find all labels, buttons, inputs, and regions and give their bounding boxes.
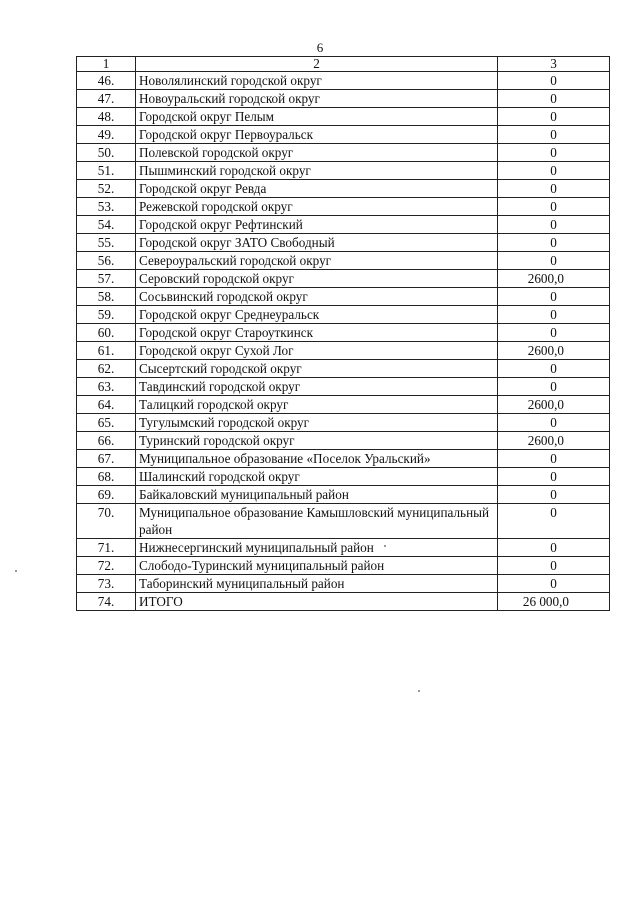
table-row <box>77 539 610 557</box>
row-number: 46. <box>77 72 136 90</box>
table-row <box>77 324 610 342</box>
row-number: 53. <box>77 198 136 216</box>
municipality-name: Таборинский муниципальный район <box>136 575 498 593</box>
table-row <box>77 342 610 360</box>
table-header-row <box>77 57 610 72</box>
municipality-name: Городской округ Пелым <box>136 108 498 126</box>
table-row <box>77 504 610 539</box>
municipality-name: Муниципальное образование «Поселок Уральский» <box>136 450 498 468</box>
row-number: 63. <box>77 378 136 396</box>
row-number: 74. <box>77 593 136 611</box>
row-number: 54. <box>77 216 136 234</box>
scan-speck <box>384 545 386 547</box>
municipality-name: Тугулымский городской округ <box>136 414 498 432</box>
municipality-name: Нижнесергинский муниципальный район <box>136 539 498 557</box>
table-row <box>77 575 610 593</box>
municipality-name: Пышминский городской округ <box>136 162 498 180</box>
amount-value: 0 <box>498 539 610 557</box>
row-number: 58. <box>77 288 136 306</box>
municipality-name: Городской округ ЗАТО Свободный <box>136 234 498 252</box>
row-number: 69. <box>77 486 136 504</box>
table-row <box>77 72 610 90</box>
row-number: 73. <box>77 575 136 593</box>
amount-value: 0 <box>498 450 610 468</box>
municipality-name: Городской округ Первоуральск <box>136 126 498 144</box>
amount-value: 0 <box>498 468 610 486</box>
row-number: 72. <box>77 557 136 575</box>
municipality-name: Городской округ Староуткинск <box>136 324 498 342</box>
amount-value: 0 <box>498 504 610 539</box>
amount-value: 0 <box>498 108 610 126</box>
row-number: 57. <box>77 270 136 288</box>
table-row <box>77 108 610 126</box>
row-number: 65. <box>77 414 136 432</box>
municipality-name: Североуральский городской округ <box>136 252 498 270</box>
row-number: 51. <box>77 162 136 180</box>
row-number: 71. <box>77 539 136 557</box>
municipality-name: Серовский городской округ <box>136 270 498 288</box>
table-row <box>77 180 610 198</box>
municipality-name: Новолялинский городской округ <box>136 72 498 90</box>
row-number: 56. <box>77 252 136 270</box>
row-number: 61. <box>77 342 136 360</box>
row-number: 49. <box>77 126 136 144</box>
amount-value: 0 <box>498 306 610 324</box>
municipality-name: Талицкий городской округ <box>136 396 498 414</box>
table-row <box>77 288 610 306</box>
row-number: 50. <box>77 144 136 162</box>
amount-value: 0 <box>498 575 610 593</box>
amount-value: 0 <box>498 72 610 90</box>
total-label: ИТОГО <box>136 593 498 611</box>
scan-speck <box>15 570 17 572</box>
table-row <box>77 432 610 450</box>
table-row <box>77 270 610 288</box>
amount-value: 0 <box>498 378 610 396</box>
amount-value: 0 <box>498 324 610 342</box>
amount-value: 0 <box>498 90 610 108</box>
table-row <box>77 198 610 216</box>
row-number: 64. <box>77 396 136 414</box>
municipality-name: Режевской городской округ <box>136 198 498 216</box>
table-row <box>77 144 610 162</box>
table-row <box>77 468 610 486</box>
row-number: 67. <box>77 450 136 468</box>
municipality-name: Городской округ Среднеуральск <box>136 306 498 324</box>
amount-value: 0 <box>498 198 610 216</box>
row-number: 59. <box>77 306 136 324</box>
row-number: 70. <box>77 504 136 539</box>
municipality-name: Городской округ Сухой Лог <box>136 342 498 360</box>
amount-value: 0 <box>498 144 610 162</box>
row-number: 62. <box>77 360 136 378</box>
table-row <box>77 126 610 144</box>
table-row <box>77 360 610 378</box>
table-row <box>77 306 610 324</box>
column-header-2: 2 <box>136 57 498 72</box>
total-value: 26 000,0 <box>498 593 610 611</box>
municipality-name: Муниципальное образование Камышловский муниципальный район <box>136 504 498 539</box>
municipality-name: Сысертский городской округ <box>136 360 498 378</box>
amount-value: 0 <box>498 360 610 378</box>
scan-speck <box>418 690 420 692</box>
amount-value: 0 <box>498 126 610 144</box>
row-number: 47. <box>77 90 136 108</box>
municipality-name: Тавдинский городской округ <box>136 378 498 396</box>
table-total-row <box>77 593 610 611</box>
table-row <box>77 162 610 180</box>
table-row <box>77 486 610 504</box>
municipality-name: Полевской городской округ <box>136 144 498 162</box>
municipality-name: Байкаловский муниципальный район <box>136 486 498 504</box>
table-row <box>77 252 610 270</box>
table-row <box>77 414 610 432</box>
municipality-name: Слободо-Туринский муниципальный район <box>136 557 498 575</box>
table-row <box>77 450 610 468</box>
municipality-name: Туринский городской округ <box>136 432 498 450</box>
amount-value: 2600,0 <box>498 270 610 288</box>
municipality-name: Сосьвинский городской округ <box>136 288 498 306</box>
column-header-3: 3 <box>498 57 610 72</box>
row-number: 60. <box>77 324 136 342</box>
row-number: 52. <box>77 180 136 198</box>
page-number: 6 <box>316 40 324 55</box>
table-row <box>77 396 610 414</box>
row-number: 48. <box>77 108 136 126</box>
amount-value: 0 <box>498 252 610 270</box>
amount-value: 2600,0 <box>498 432 610 450</box>
table-row <box>77 216 610 234</box>
column-header-1: 1 <box>77 57 136 72</box>
allocation-table <box>76 56 610 611</box>
municipality-name: Городской округ Ревда <box>136 180 498 198</box>
table-row <box>77 557 610 575</box>
municipality-name: Шалинский городской округ <box>136 468 498 486</box>
table-row <box>77 234 610 252</box>
table-row <box>77 90 610 108</box>
amount-value: 0 <box>498 557 610 575</box>
amount-value: 0 <box>498 486 610 504</box>
amount-value: 2600,0 <box>498 342 610 360</box>
amount-value: 0 <box>498 216 610 234</box>
municipality-name: Городской округ Рефтинский <box>136 216 498 234</box>
amount-value: 0 <box>498 162 610 180</box>
amount-value: 0 <box>498 414 610 432</box>
row-number: 55. <box>77 234 136 252</box>
row-number: 68. <box>77 468 136 486</box>
amount-value: 2600,0 <box>498 396 610 414</box>
amount-value: 0 <box>498 180 610 198</box>
amount-value: 0 <box>498 288 610 306</box>
row-number: 66. <box>77 432 136 450</box>
municipality-name: Новоуральский городской округ <box>136 90 498 108</box>
amount-value: 0 <box>498 234 610 252</box>
table-row <box>77 378 610 396</box>
